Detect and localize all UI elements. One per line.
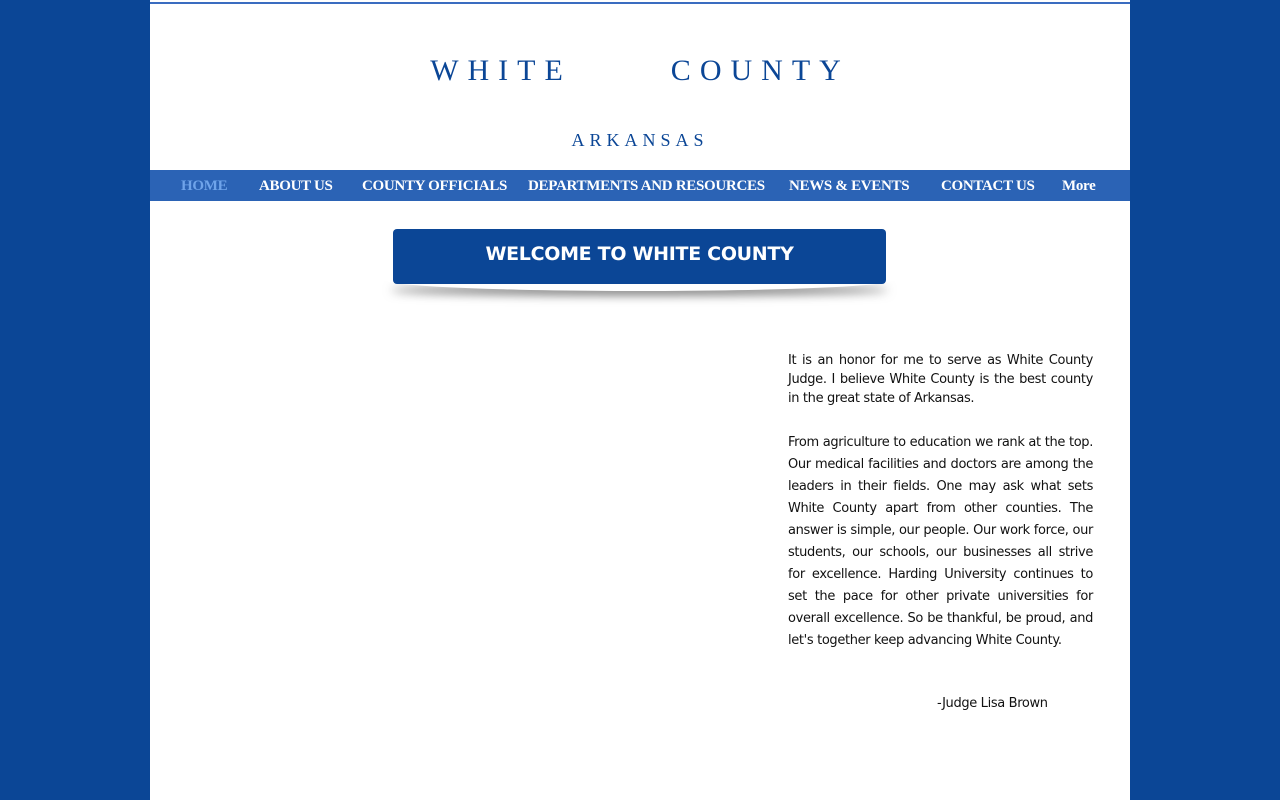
top-accent-strip [150,2,1130,4]
message-paragraph-1: It is an honor for me to serve as White County Judge. I believe White County is the best county in the great state of Arkansas. [788,353,1093,406]
site-subtitle: ARKANSAS [571,130,709,150]
nav-item-more[interactable]: More [1062,178,1096,194]
message-paragraph-2: From agriculture to education we rank at the top. Our medical facilities and doctors are among the leaders in their fields. One may ask what sets White County apart from other counties. The answer is simple, our people. Our work force, our students, our schools, our businesses all strive for excellence. Harding University continues to set the pace for other private universities for overall excellence. So be thankful, be proud, and let's together keep advancing White County. [788,435,1093,648]
nav-item-departments-and-resources[interactable]: DEPARTMENTS AND RESOURCES [528,178,765,194]
nav-item-about-us[interactable]: ABOUT US [259,178,333,194]
nav-item-county-officials[interactable]: COUNTY OFFICIALS [362,178,508,194]
nav-item-home[interactable]: HOME [181,178,228,194]
welcome-banner-container [393,229,886,304]
page-container [150,0,1130,800]
welcome-banner: WELCOME TO WHITE COUNTY [393,229,886,284]
nav-item-contact-us[interactable]: CONTACT US [941,178,1035,194]
judge-signature: -Judge Lisa Brown [937,696,1048,711]
content-left-empty [150,310,780,800]
site-title[interactable]: WHITE COUNTY [430,54,850,87]
nav-item-news-events[interactable]: NEWS & EVENTS [789,178,910,194]
main-navigation [150,170,1130,201]
judge-message [788,351,1093,652]
